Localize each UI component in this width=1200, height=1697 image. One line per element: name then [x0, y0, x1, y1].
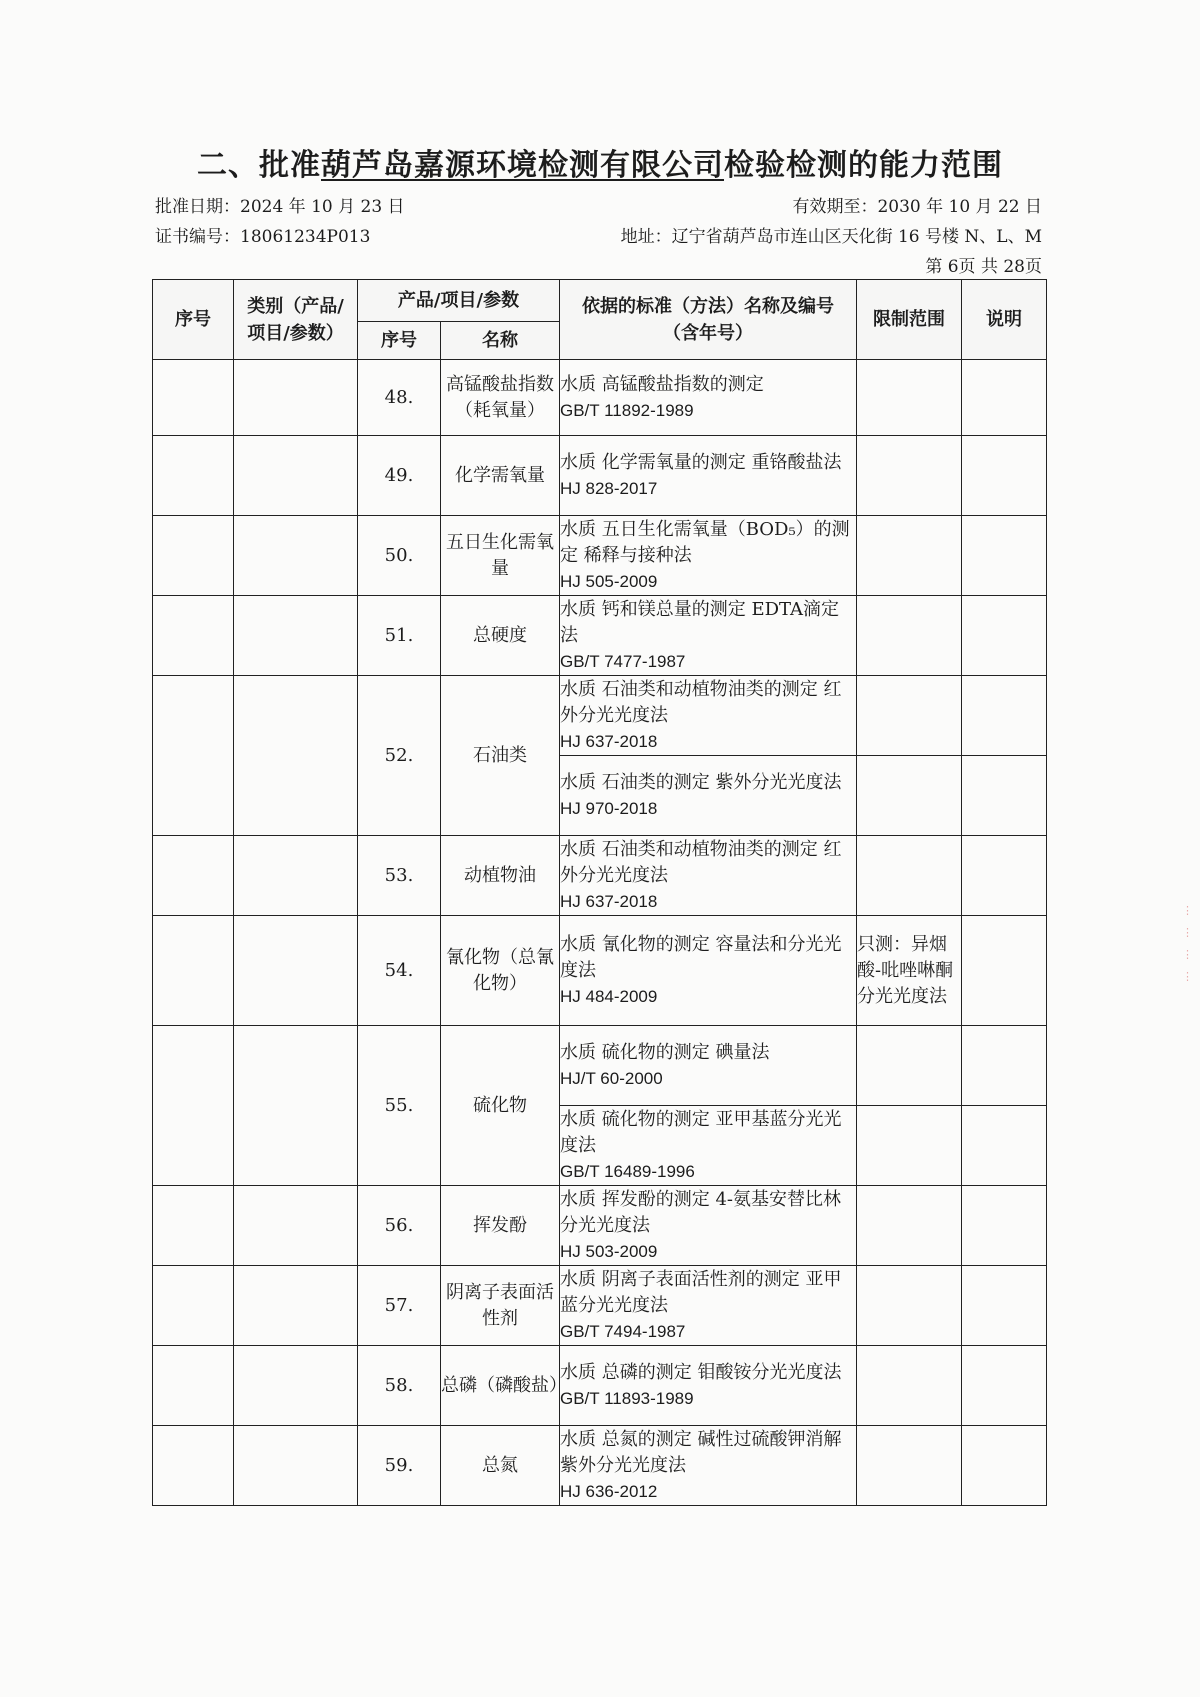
cell-note [962, 436, 1047, 516]
cell-category [234, 516, 358, 596]
standard-code: HJ 637-2018 [560, 731, 658, 751]
standard-title: 水质 挥发酚的测定 4-氨基安替比林分光光度法 [560, 1188, 841, 1236]
cell-seq [153, 596, 234, 676]
table-row [153, 516, 1047, 596]
cell-item-name: 总氮 [441, 1426, 560, 1506]
header-category: 类别（产品/项目/参数） [234, 280, 358, 360]
standard-title: 水质 钙和镁总量的测定 EDTA滴定法 [560, 598, 840, 646]
cell-limit [857, 1346, 962, 1426]
cell-limit [857, 596, 962, 676]
cell-item-number: 49. [358, 436, 441, 516]
cell-limit [857, 1426, 962, 1506]
header-limit: 限制范围 [857, 280, 962, 360]
cell-seq [153, 1346, 234, 1426]
cell-seq [153, 1426, 234, 1506]
cell-standard [560, 360, 857, 436]
cell-standard [560, 676, 857, 756]
table-row [153, 916, 1047, 1026]
approval-date: 批准日期：2024 年 10 月 23 日 [155, 197, 405, 217]
table-row [153, 360, 1047, 436]
standard-title: 水质 石油类和动植物油类的测定 红外分光光度法 [560, 678, 842, 726]
header-item-seq: 序号 [358, 322, 441, 360]
cell-item-name: 化学需氧量 [441, 436, 560, 516]
cell-limit [857, 1186, 962, 1266]
table-row [153, 436, 1047, 516]
standard-title: 水质 阴离子表面活性剂的测定 亚甲蓝分光光度法 [560, 1268, 842, 1316]
cell-item-name: 动植物油 [441, 836, 560, 916]
title-prefix: 二、批准 [197, 148, 321, 183]
table-row [153, 1266, 1047, 1346]
cell-seq [153, 516, 234, 596]
cell-seq [153, 1026, 234, 1186]
cell-category [234, 1426, 358, 1506]
cell-note [962, 1426, 1047, 1506]
cell-item-number: 56. [358, 1186, 441, 1266]
cell-seq [153, 436, 234, 516]
cell-limit [857, 1106, 962, 1186]
cell-limit [857, 1026, 962, 1106]
cell-item-name: 总硬度 [441, 596, 560, 676]
cell-category [234, 1026, 358, 1186]
cell-category [234, 596, 358, 676]
cell-note [962, 836, 1047, 916]
page-info: 第 6页 共 28页 [925, 257, 1042, 277]
standard-code: HJ 505-2009 [560, 571, 658, 591]
cell-note [962, 1346, 1047, 1426]
cell-standard [560, 1026, 857, 1106]
standard-code: GB/T 7477-1987 [560, 651, 686, 671]
standard-code: HJ 503-2009 [560, 1241, 658, 1261]
cell-category [234, 1346, 358, 1426]
header-product-group: 产品/项目/参数 [358, 280, 560, 322]
cell-note [962, 1026, 1047, 1106]
cell-standard [560, 756, 857, 836]
valid-until: 有效期至：2030 年 10 月 22 日 [792, 197, 1042, 217]
cell-item-name: 石油类 [441, 676, 560, 836]
standard-title: 水质 石油类的测定 紫外分光光度法 [560, 771, 842, 793]
cell-limit [857, 836, 962, 916]
cell-item-name: 阴离子表面活性剂 [441, 1266, 560, 1346]
cell-item-number: 59. [358, 1426, 441, 1506]
cell-seq [153, 676, 234, 836]
standard-code: GB/T 16489-1996 [560, 1161, 695, 1181]
standard-title: 水质 硫化物的测定 碘量法 [560, 1041, 770, 1063]
cell-note [962, 1266, 1047, 1346]
header-seq: 序号 [153, 280, 234, 360]
cell-note [962, 1186, 1047, 1266]
cell-item-number: 58. [358, 1346, 441, 1426]
title-suffix: 检验检测的能力范围 [724, 148, 1003, 183]
cell-item-name: 氰化物（总氰化物） [441, 916, 560, 1026]
standard-title: 水质 化学需氧量的测定 重铬酸盐法 [560, 451, 842, 473]
cell-standard [560, 1426, 857, 1506]
cell-standard [560, 596, 857, 676]
cell-category [234, 916, 358, 1026]
cell-limit [857, 360, 962, 436]
cell-note [962, 756, 1047, 836]
cell-limit [857, 756, 962, 836]
header-note: 说明 [962, 280, 1047, 360]
cell-limit: 只测：异烟酸-吡唑啉酮分光光度法 [857, 916, 962, 1026]
cell-standard [560, 836, 857, 916]
scope-table [152, 279, 1047, 1506]
document-title [0, 140, 1200, 184]
table-row [153, 596, 1047, 676]
standard-title: 水质 氰化物的测定 容量法和分光光度法 [560, 933, 842, 981]
table-row [153, 676, 1047, 756]
cell-standard [560, 1346, 857, 1426]
cell-standard [560, 1266, 857, 1346]
certificate-number: 证书编号：18061234P013 [155, 227, 371, 247]
cell-seq [153, 1186, 234, 1266]
table-row [153, 1346, 1047, 1426]
standard-code: HJ 484-2009 [560, 986, 658, 1006]
cell-note [962, 1106, 1047, 1186]
table-row [153, 836, 1047, 916]
cell-note [962, 360, 1047, 436]
cell-note [962, 916, 1047, 1026]
cell-item-number: 54. [358, 916, 441, 1026]
cell-limit [857, 436, 962, 516]
title-company: 葫芦岛嘉源环境检测有限公司 [321, 148, 724, 183]
cell-item-number: 48. [358, 360, 441, 436]
cell-category [234, 1266, 358, 1346]
cell-seq [153, 1266, 234, 1346]
cell-item-name: 五日生化需氧量 [441, 516, 560, 596]
standard-title: 水质 总氮的测定 碱性过硫酸钾消解紫外分光光度法 [560, 1428, 842, 1476]
cell-item-name: 挥发酚 [441, 1186, 560, 1266]
cell-item-number: 57. [358, 1266, 441, 1346]
cell-item-number: 55. [358, 1026, 441, 1186]
standard-code: HJ/T 60-2000 [560, 1068, 663, 1088]
cell-category [234, 436, 358, 516]
cell-note [962, 516, 1047, 596]
cell-category [234, 360, 358, 436]
cell-item-number: 51. [358, 596, 441, 676]
cell-note [962, 676, 1047, 756]
standard-code: HJ 636-2012 [560, 1481, 658, 1501]
cell-note [962, 596, 1047, 676]
address: 地址：辽宁省葫芦岛市连山区天化街 16 号楼 N、L、M [620, 227, 1042, 247]
cell-item-number: 52. [358, 676, 441, 836]
cell-seq [153, 836, 234, 916]
standard-title: 水质 总磷的测定 钼酸铵分光光度法 [560, 1361, 842, 1383]
cell-item-name: 高锰酸盐指数（耗氧量） [441, 360, 560, 436]
cell-seq [153, 360, 234, 436]
standard-code: GB/T 11892-1989 [560, 400, 694, 420]
cell-item-name: 总磷（磷酸盐） [441, 1346, 560, 1426]
standard-title: 水质 高锰酸盐指数的测定 [560, 373, 764, 395]
cell-category [234, 1186, 358, 1266]
cell-standard [560, 516, 857, 596]
cell-limit [857, 676, 962, 756]
cell-seq [153, 916, 234, 1026]
header-item-name: 名称 [441, 322, 560, 360]
cell-category [234, 676, 358, 836]
table-row [153, 1026, 1047, 1106]
cell-standard [560, 1106, 857, 1186]
cell-item-number: 53. [358, 836, 441, 916]
standard-code: GB/T 11893-1989 [560, 1388, 694, 1408]
standard-code: HJ 828-2017 [560, 478, 658, 498]
standard-code: HJ 637-2018 [560, 891, 658, 911]
header-standard: 依据的标准（方法）名称及编号（含年号） [560, 280, 857, 360]
table-row [153, 1186, 1047, 1266]
cell-limit [857, 1266, 962, 1346]
cell-standard [560, 1186, 857, 1266]
standard-title: 水质 五日生化需氧量（BOD₅）的测定 稀释与接种法 [560, 518, 850, 566]
table-row [153, 1426, 1047, 1506]
cell-item-name: 硫化物 [441, 1026, 560, 1186]
standard-code: GB/T 7494-1987 [560, 1321, 686, 1341]
cell-category [234, 836, 358, 916]
scope-table-body [153, 360, 1047, 1506]
cell-standard [560, 436, 857, 516]
standard-code: HJ 970-2018 [560, 798, 658, 818]
cell-standard [560, 916, 857, 1026]
edge-stamp-mark: ⋮ ⋮ ⋮ ⋮ [1182, 904, 1193, 983]
standard-title: 水质 硫化物的测定 亚甲基蓝分光光度法 [560, 1108, 842, 1156]
standard-title: 水质 石油类和动植物油类的测定 红外分光光度法 [560, 838, 842, 886]
cell-limit [857, 516, 962, 596]
cell-item-number: 50. [358, 516, 441, 596]
